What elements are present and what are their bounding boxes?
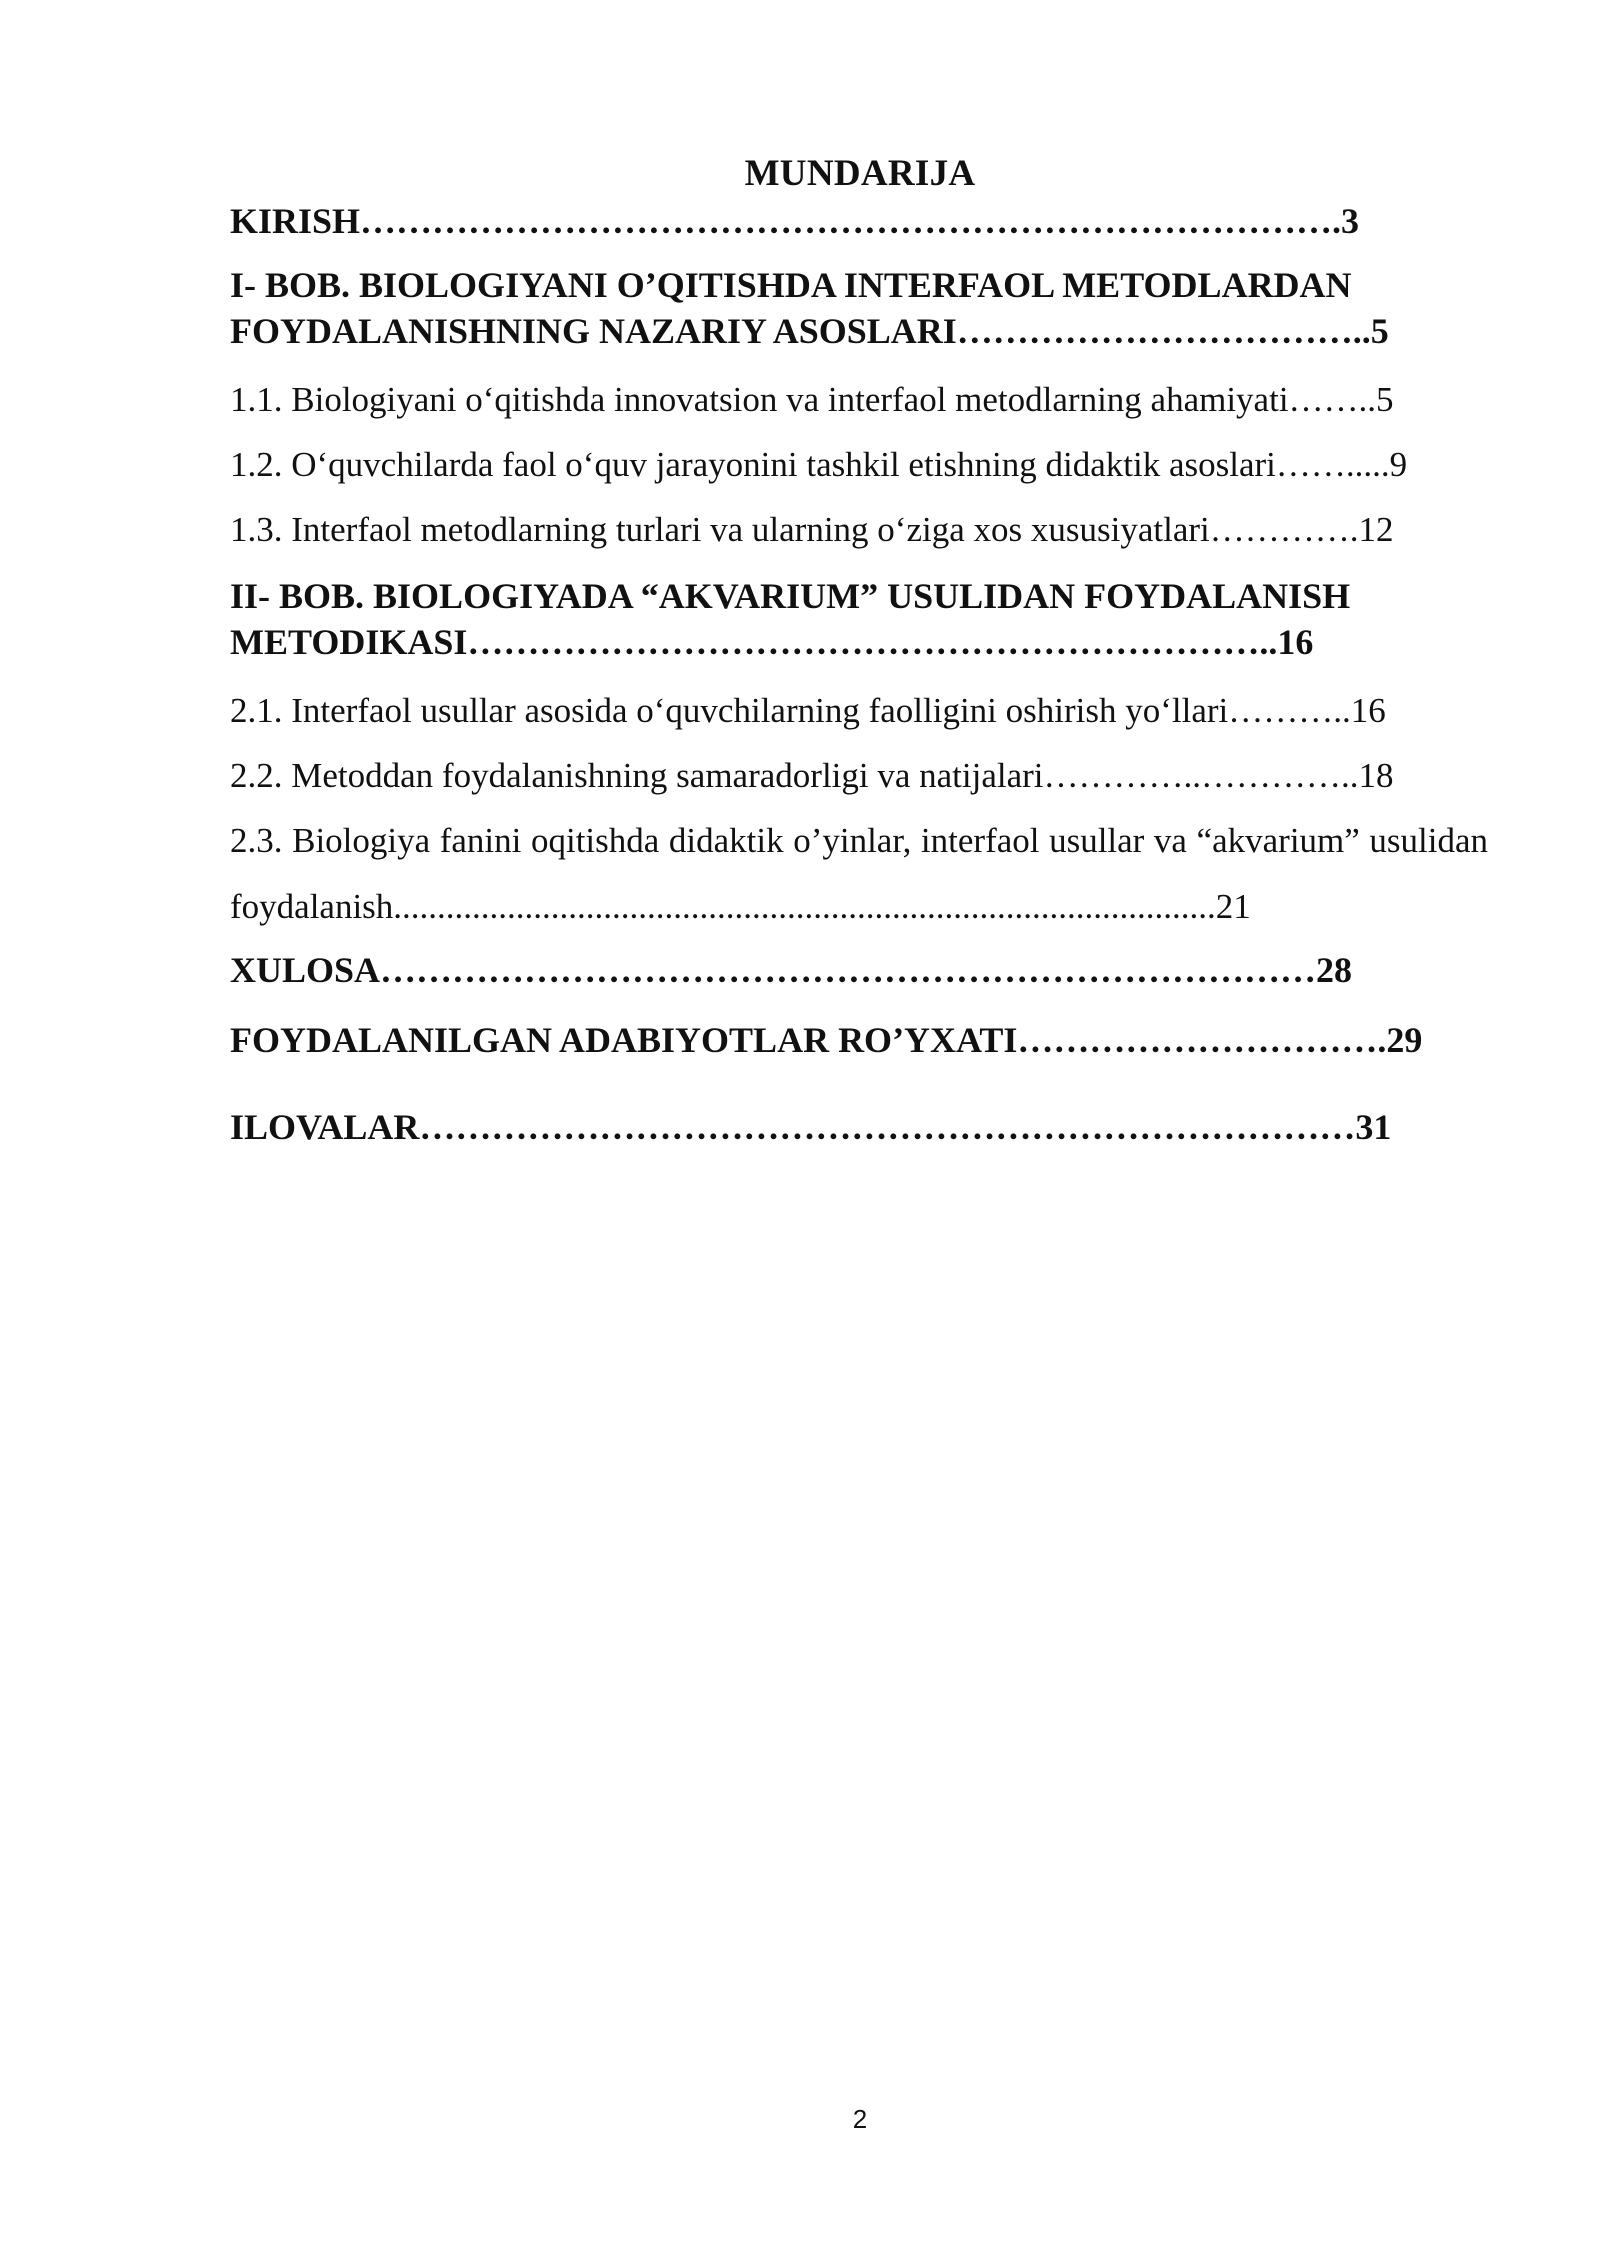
toc-entry-1-2: 1.2. Oʻquvchilarda faol oʻquv jarayonini tashkil etishning didaktik asoslari…….....9 bbox=[230, 445, 1408, 484]
toc-entry-ilovalar: ILOVALAR……………………………………………………………………31 bbox=[230, 1107, 1392, 1147]
page-number: 2 bbox=[852, 2104, 868, 2134]
toc-entry-1-3: 1.3. Interfaol metodlarning turlari va ularning oʻziga xos xususiyatlari………….12 bbox=[230, 510, 1394, 549]
toc-entry-chapter-1: I- BOB. BIOLOGIYANI O’QITISHDA INTERFAOL METODLARDAN FOYDALANISHNING NAZARIY ASOSLARI……………………………..5 bbox=[230, 265, 1389, 351]
toc-entry-chapter-2: II- BOB. BIOLOGIYADA “AKVARIUM” USULIDAN FOYDALANISH METODIKASI…………………………………………………………..16 bbox=[230, 576, 1351, 662]
page-title: MUNDARIJA bbox=[744, 153, 976, 194]
toc-entry-2-3: 2.3. Biologiya fanini oqitishda didaktik o’yinlar, interfaol usullar va “akvarium” usulidan foydalanish..............................................................................................21 bbox=[230, 821, 1488, 926]
toc-entry-references: FOYDALANILGAN ADABIYOTLAR RO’YXATI………………………….29 bbox=[230, 1020, 1423, 1060]
toc-entry-xulosa: XULOSA……………………………………………………………………28 bbox=[230, 950, 1353, 990]
toc-entry-2-1: 2.1. Interfaol usullar asosida oʻquvchilarning faolligini oshirish yoʻllari………..16 bbox=[230, 691, 1386, 730]
toc-entry-kirish: KIRISH……………………………………………………………………….3 bbox=[230, 201, 1360, 241]
toc-entry-1-1: 1.1. Biologiyani oʻqitishda innovatsion va interfaol metodlarning ahamiyati……..5 bbox=[230, 380, 1394, 419]
toc-entry-2-2: 2.2. Metoddan foydalanishning samaradorligi va natijalari…………..…………..18 bbox=[230, 756, 1394, 795]
